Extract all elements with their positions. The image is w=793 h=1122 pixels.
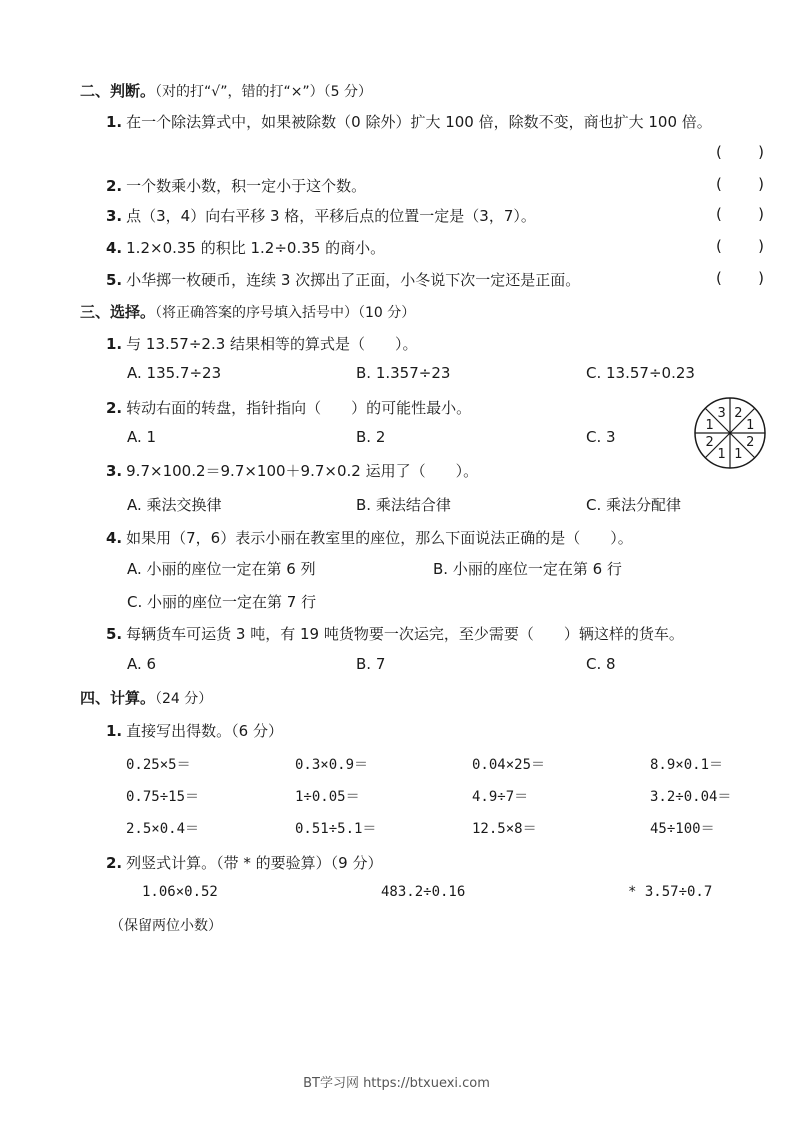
calc-cell[interactable]: 8.9×0.1＝ [650,757,724,773]
calc-cell[interactable]: 45÷100＝ [650,821,715,837]
choice-q1 [106,333,418,354]
calc-cell[interactable]: 0.75÷15＝ [126,789,200,805]
section-4-note: （24 分） [155,691,213,707]
judge-item-4 [106,237,385,258]
calc-sub-1 [106,720,283,741]
item-number: 3. [106,462,123,480]
vertical-calc-1[interactable]: 1.06×0.52 [142,884,218,900]
q1-option-c[interactable]: C. 13.57÷0.23 [586,364,695,382]
wheel-sector-label: 1 [746,418,755,434]
section-3-title: 三、选择。 [80,303,156,321]
section-3-note: （将正确答案的序号填入括号中）（10 分） [155,305,416,321]
item-number: 1. [106,722,123,740]
calc-cell[interactable]: 1÷0.05＝ [295,789,360,805]
answer-parens-3[interactable]: ( ) [716,205,764,223]
wheel-sector-label: 1 [734,446,743,462]
vertical-calc-2[interactable]: 483.2÷0.16 [381,884,466,900]
choice-q5 [106,623,684,644]
item-text: 点（3，4）向右平移 3 格，平移后点的位置一定是（3，7）。 [126,207,536,225]
q3-option-b[interactable]: B. 乘法结合律 [356,496,451,514]
section-4-title: 四、计算。 [80,689,156,707]
judge-item-3 [106,205,536,226]
item-text: 小华掷一枚硬币，连续 3 次掷出了正面，小冬说下次一定还是正面。 [126,271,581,289]
q4-option-a[interactable]: A. 小丽的座位一定在第 6 列 [127,560,316,578]
item-text: 9.7×100.2＝9.7×100＋9.7×0.2 运用了（ ）。 [126,462,479,480]
q2-option-c[interactable]: C. 3 [586,428,616,446]
answer-parens-4[interactable]: ( ) [716,237,764,255]
answer-parens-5[interactable]: ( ) [716,269,764,287]
calc-cell[interactable]: 0.51÷5.1＝ [295,821,377,837]
keep-two-decimals-note: （保留两位小数） [110,918,222,934]
section-2-title: 二、判断。 [80,82,156,100]
calc-cell[interactable]: 0.04×25＝ [472,757,546,773]
item-text: 与 13.57÷2.3 结果相等的算式是（ ）。 [126,335,418,353]
calc-cell[interactable]: 3.2÷0.04＝ [650,789,732,805]
section-2-note: （对的打“√”，错的打“×”）（5 分） [155,84,373,100]
choice-q4 [106,527,633,548]
answer-parens-2[interactable]: ( ) [716,175,764,193]
judge-item-1 [106,111,712,132]
calc-cell[interactable]: 2.5×0.4＝ [126,821,200,837]
q2-option-a[interactable]: A. 1 [127,428,157,446]
q5-option-a[interactable]: A. 6 [127,655,157,673]
calc-sub-2 [106,852,383,873]
item-number: 2. [106,399,123,417]
calc-cell[interactable]: 0.25×5＝ [126,757,191,773]
item-text: 一个数乘小数，积一定小于这个数。 [126,177,367,195]
q1-option-b[interactable]: B. 1.357÷23 [356,364,451,382]
item-number: 1. [106,113,123,131]
section-4-heading [80,687,212,708]
item-text: 每辆货车可运货 3 吨，有 19 吨货物要一次运完，至少需要（ ）辆这样的货车。 [126,625,684,643]
section-3-heading [80,301,415,322]
item-number: 5. [106,625,123,643]
q3-option-a[interactable]: A. 乘法交换律 [127,496,222,514]
wheel-sector-label: 3 [717,406,726,422]
item-text: 列竖式计算。（带 * 的要验算）（9 分） [126,854,383,872]
choice-q2 [106,397,471,418]
wheel-sector-label: 2 [734,406,743,422]
item-number: 5. [106,271,123,289]
section-2-heading [80,80,372,101]
judge-item-2 [106,175,366,196]
q1-option-a[interactable]: A. 135.7÷23 [127,364,222,382]
footer-watermark: BT学习网 https://btxuexi.com [303,1076,490,1091]
wheel-sector-label: 2 [705,434,714,450]
item-text: 转动右面的转盘，指针指向（ ）的可能性最小。 [126,399,472,417]
item-text: 1.2×0.35 的积比 1.2÷0.35 的商小。 [126,239,386,257]
vertical-calc-3[interactable]: * 3.57÷0.7 [628,884,713,900]
item-number: 2. [106,177,123,195]
calc-cell[interactable]: 4.9÷7＝ [472,789,529,805]
item-text: 在一个除法算式中，如果被除数（0 除外）扩大 100 倍，除数不变，商也扩大 100 倍。 [126,113,712,131]
calc-cell[interactable]: 12.5×8＝ [472,821,537,837]
q4-option-c[interactable]: C. 小丽的座位一定在第 7 行 [127,593,317,611]
wheel-sector-label: 2 [746,434,755,450]
q5-option-b[interactable]: B. 7 [356,655,386,673]
item-number: 1. [106,335,123,353]
q2-option-b[interactable]: B. 2 [356,428,386,446]
q5-option-c[interactable]: C. 8 [586,655,616,673]
judge-item-5 [106,269,580,290]
q3-option-c[interactable]: C. 乘法分配律 [586,496,682,514]
wheel-sector-label: 1 [717,446,726,462]
answer-parens-1[interactable]: ( ) [716,143,764,161]
calc-cell[interactable]: 0.3×0.9＝ [295,757,369,773]
item-text: 直接写出得数。（6 分） [126,722,283,740]
item-number: 4. [106,239,123,257]
item-number: 2. [106,854,123,872]
item-number: 4. [106,529,123,547]
item-text: 如果用（7，6）表示小丽在教室里的座位，那么下面说法正确的是（ ）。 [126,529,633,547]
wheel-sector-label: 1 [705,418,714,434]
choice-q3 [106,460,478,481]
q4-option-b[interactable]: B. 小丽的座位一定在第 6 行 [433,560,622,578]
item-number: 3. [106,207,123,225]
spinner-wheel [693,396,767,470]
